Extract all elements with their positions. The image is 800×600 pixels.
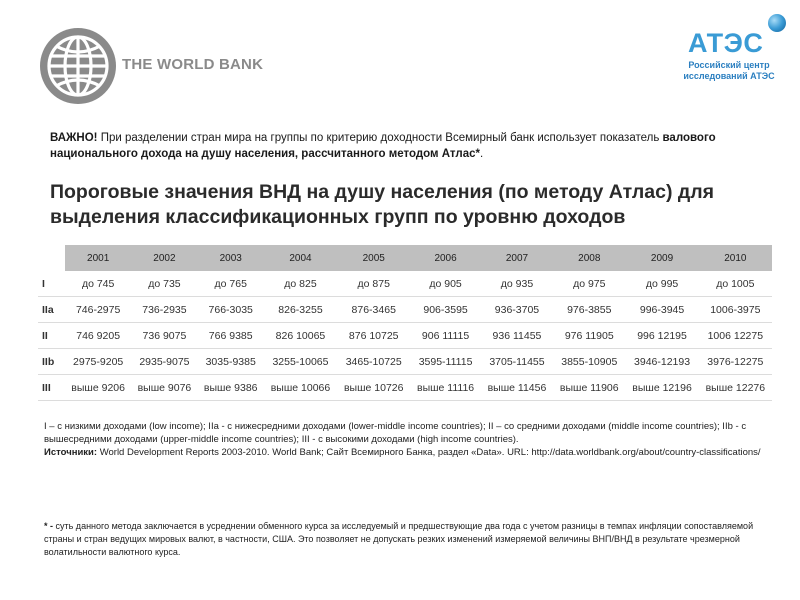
table-cell: 976 11905 — [553, 323, 625, 349]
footnote-star: * - — [44, 521, 53, 531]
table-cell: 2975-9205 — [65, 349, 131, 375]
table-cell: 766 9385 — [198, 323, 264, 349]
header-corner — [38, 245, 65, 271]
table-cell: 3976-12275 — [699, 349, 772, 375]
year-header: 2008 — [553, 245, 625, 271]
table-cell: 746 9205 — [65, 323, 131, 349]
table-cell: 3255-10065 — [264, 349, 337, 375]
year-header: 2004 — [264, 245, 337, 271]
table-cell: 826 10065 — [264, 323, 337, 349]
year-header: 2001 — [65, 245, 131, 271]
year-header: 2010 — [699, 245, 772, 271]
table-cell: 1006-3975 — [699, 297, 772, 323]
table-cell: 3855-10905 — [553, 349, 625, 375]
year-header: 2009 — [625, 245, 698, 271]
table-cell: 746-2975 — [65, 297, 131, 323]
table-cell: выше 9386 — [198, 375, 264, 401]
table-cell: 3595-11115 — [410, 349, 480, 375]
year-header: 2002 — [131, 245, 197, 271]
important-end: . — [479, 148, 484, 160]
table-cell: 1006 12275 — [699, 323, 772, 349]
table-cell: выше 11456 — [481, 375, 553, 401]
table-row — [38, 271, 772, 297]
page-title: Пороговые значения ВНД на душу населения (по методу Атлас) для выделения классификационных групп по уровню доходов — [50, 181, 715, 228]
table-cell: 736-2935 — [131, 297, 197, 323]
row-label: III — [38, 375, 65, 401]
year-header: 2005 — [337, 245, 410, 271]
table-cell: 2935-9075 — [131, 349, 197, 375]
table-cell: выше 11906 — [553, 375, 625, 401]
row-label: IIa — [38, 297, 65, 323]
row-label: IIb — [38, 349, 65, 375]
atlas-footnote — [44, 520, 764, 559]
ates-wordmark: АТЭС — [688, 28, 764, 58]
table-cell: 996 12195 — [625, 323, 698, 349]
ates-subtitle-line1: Российский центр — [688, 60, 770, 70]
row-label: I — [38, 271, 65, 297]
table-row — [38, 297, 772, 323]
table-cell: 936-3705 — [481, 297, 553, 323]
table-cell: до 765 — [198, 271, 264, 297]
table-cell: 876 10725 — [337, 323, 410, 349]
table-cell: 3946-12193 — [625, 349, 698, 375]
year-header: 2007 — [481, 245, 553, 271]
important-text: При разделении стран мира на группы по критерию доходности Всемирный банк использует показатель — [97, 132, 663, 144]
table-cell: до 935 — [481, 271, 553, 297]
important-lead: ВАЖНО! — [50, 132, 98, 144]
table-cell: 996-3945 — [625, 297, 698, 323]
table-cell: 906-3595 — [410, 297, 480, 323]
ates-subtitle-line2: исследований АТЭС — [683, 71, 775, 81]
ates-subtitle — [664, 60, 794, 82]
table-cell: выше 9206 — [65, 375, 131, 401]
table-cell: до 745 — [65, 271, 131, 297]
table-cell: выше 11116 — [410, 375, 480, 401]
table-cell: 936 11455 — [481, 323, 553, 349]
table-cell: выше 12196 — [625, 375, 698, 401]
table-row — [38, 323, 772, 349]
row-label: II — [38, 323, 65, 349]
group-legend: I – с низкими доходами (low income); IIa - с нижесредними доходами (lower-middle income countries); II – со средними доходами (middle income countries); IIb - с вышесредними доходами (upper-middle income countries); III - с высокими доходами (high income countries). — [44, 421, 747, 445]
table-cell: до 825 — [264, 271, 337, 297]
table-cell: до 735 — [131, 271, 197, 297]
table-cell: 3705-11455 — [481, 349, 553, 375]
table-cell: выше 12276 — [699, 375, 772, 401]
threshold-table — [38, 245, 772, 401]
sources-text: World Development Reports 2003-2010. World Bank; Сайт Всемирного Банка, раздел «Data». URL: http://data.worldbank.org/about/country-classifications/ — [97, 447, 761, 458]
important-bold-text: валового национального дохода на душу населения, рассчитанного методом Атлас* — [50, 132, 716, 160]
legend-notes — [44, 420, 774, 459]
ates-logo — [664, 14, 794, 84]
table-cell: 876-3465 — [337, 297, 410, 323]
table-cell: выше 9076 — [131, 375, 197, 401]
table-cell: до 1005 — [699, 271, 772, 297]
table-cell: до 995 — [625, 271, 698, 297]
table-row — [38, 349, 772, 375]
important-note — [50, 130, 770, 162]
table-cell: 3035-9385 — [198, 349, 264, 375]
table-cell: 3465-10725 — [337, 349, 410, 375]
table-cell: 736 9075 — [131, 323, 197, 349]
world-bank-wordmark: THE WORLD BANK — [122, 56, 264, 73]
table-cell: выше 10726 — [337, 375, 410, 401]
table-cell: 906 11115 — [410, 323, 480, 349]
table-cell: 766-3035 — [198, 297, 264, 323]
ates-ball-icon — [768, 14, 786, 32]
table-cell: выше 10066 — [264, 375, 337, 401]
table-header-row — [38, 245, 772, 271]
sources-label: Источники: — [44, 447, 98, 458]
table-row — [38, 375, 772, 401]
footnote-text: суть данного метода заключается в усреднении обменного курса за исследуемый и предшествующие два года с учетом разницы в темпах инфляции сопоставляемой страны и стран ведущих мировых валют, в частности, США. Это позволяет не допускать резких изменений измеряемой величины ВНП/ВНД в результате чрезмерной волатильности валютного курса. — [44, 521, 754, 557]
table-cell: 826-3255 — [264, 297, 337, 323]
table-cell: до 975 — [553, 271, 625, 297]
table-cell: до 905 — [410, 271, 480, 297]
year-header: 2003 — [198, 245, 264, 271]
year-header: 2006 — [410, 245, 480, 271]
table-cell: до 875 — [337, 271, 410, 297]
table-cell: 976-3855 — [553, 297, 625, 323]
world-bank-globe-logo — [38, 26, 118, 106]
